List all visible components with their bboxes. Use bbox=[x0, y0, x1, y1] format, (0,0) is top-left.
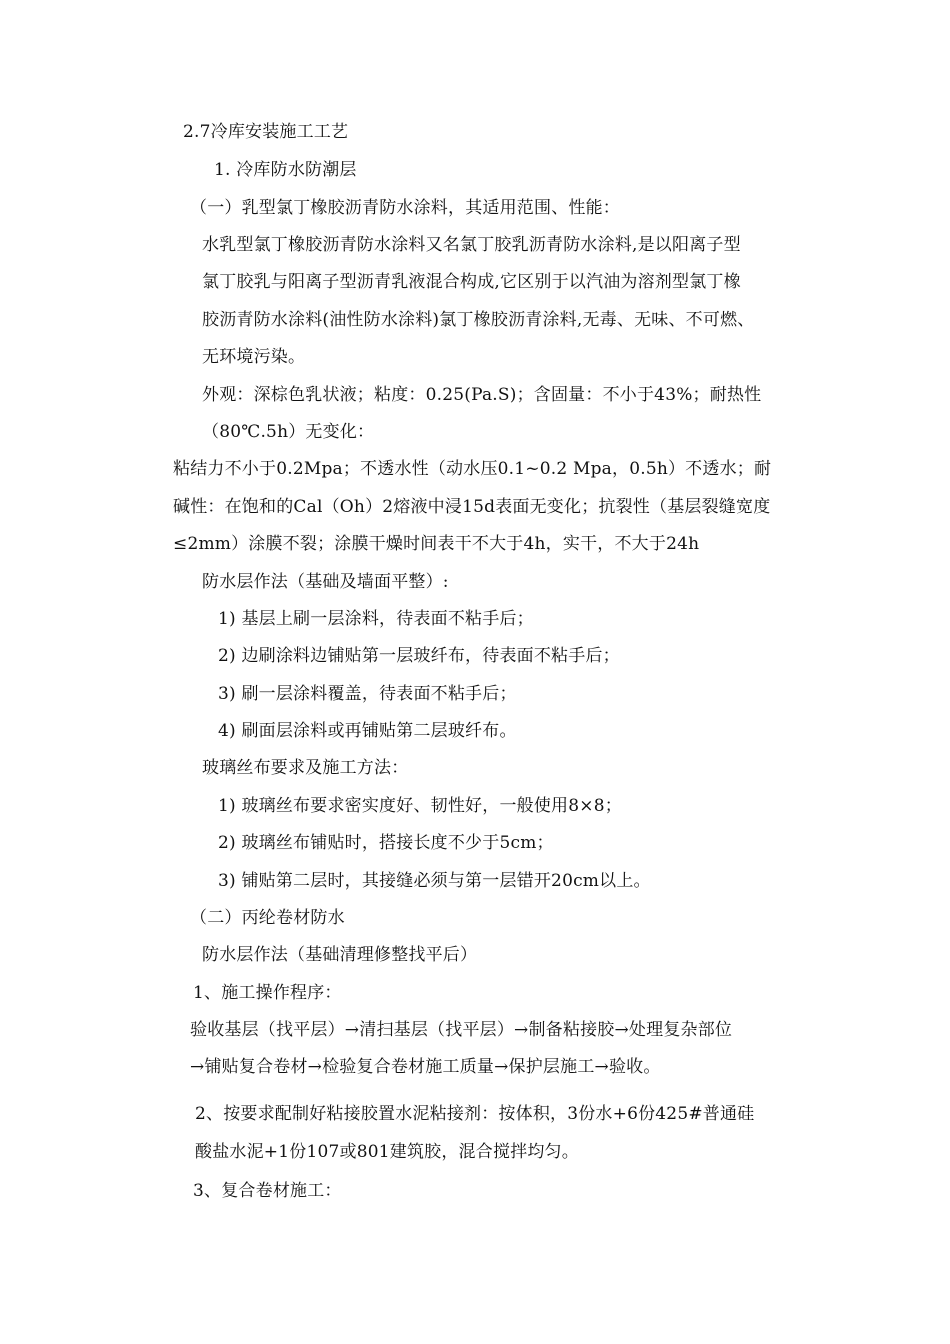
list-item: 2) 边刷涂料边铺贴第一层玻纤布，待表面不粘手后； bbox=[218, 646, 620, 666]
list-item: 4) 刷面层涂料或再铺贴第二层玻纤布。 bbox=[218, 721, 517, 741]
paragraph-line: 酸盐水泥+1份107或801建筑胶，混合搅拌均匀。 bbox=[195, 1142, 579, 1162]
glass-heading: 玻璃丝布要求及施工方法： bbox=[202, 758, 409, 778]
paragraph-line: 2、按要求配制好粘接胶置水泥粘接剂：按体积，3份水+6份425#普通硅 bbox=[195, 1104, 755, 1124]
list-item: 3) 刷一层涂料覆盖，待表面不粘手后； bbox=[218, 684, 517, 704]
part2-method: 防水层作法（基础清理修整找平后） bbox=[202, 945, 478, 965]
paragraph-line: 外观：深棕色乳状液；粘度：0.25(Pa.S)；含固量：不小于43%；耐热性 bbox=[202, 385, 762, 405]
part2-heading: （二）丙纶卷材防水 bbox=[190, 908, 345, 928]
paragraph-line: 验收基层（找平层）→清扫基层（找平层）→制备粘接胶→处理复杂部位 bbox=[190, 1020, 733, 1040]
method-heading: 防水层作法（基础及墙面平整）: bbox=[202, 572, 449, 592]
paragraph-line: 胶沥青防水涂料(油性防水涂料)氯丁橡胶沥青涂料,无毒、无味、不可燃、 bbox=[202, 310, 755, 330]
step3-heading: 3、复合卷材施工： bbox=[193, 1181, 342, 1201]
paragraph-line: 氯丁胶乳与阳离子型沥青乳液混合构成,它区别于以汽油为溶剂型氯丁橡 bbox=[202, 272, 741, 292]
paragraph-line: →铺贴复合卷材→检验复合卷材施工质量→保护层施工→验收。 bbox=[190, 1057, 661, 1077]
paragraph-line: 无环境污染。 bbox=[202, 347, 306, 367]
sub-heading: 1. 冷库防水防潮层 bbox=[214, 160, 357, 180]
list-item: 1) 玻璃丝布要求密实度好、韧性好，一般使用8×8； bbox=[218, 796, 622, 816]
section-heading: 2.7冷库安装施工工艺 bbox=[183, 122, 349, 142]
paragraph-line: 水乳型氯丁橡胶沥青防水涂料又名氯丁胶乳沥青防水涂料,是以阳离子型 bbox=[202, 235, 741, 255]
paragraph-line: （80℃.5h）无变化： bbox=[202, 422, 375, 442]
step1-heading: 1、施工操作程序： bbox=[193, 983, 342, 1003]
paragraph-line: ≤2mm）涂膜不裂；涂膜干燥时间表干不大于4h，实干，不大于24h bbox=[173, 534, 700, 554]
list-item: 2) 玻璃丝布铺贴时，搭接长度不少于5cm； bbox=[218, 833, 554, 853]
list-item: 3) 铺贴第二层时，其接缝必须与第一层错开20cm以上。 bbox=[218, 871, 651, 891]
part1-heading: （一）乳型氯丁橡胶沥青防水涂料，其适用范围、性能： bbox=[190, 198, 620, 218]
paragraph-line: 碱性：在饱和的Cal（Oh）2熔液中浸15d表面无变化；抗裂性（基层裂缝宽度 bbox=[173, 497, 771, 517]
paragraph-line: 粘结力不小于0.2Mpa；不透水性（动水压0.1~0.2 Mpa，0.5h）不透水；耐 bbox=[173, 459, 772, 479]
list-item: 1) 基层上刷一层涂料，待表面不粘手后； bbox=[218, 609, 534, 629]
